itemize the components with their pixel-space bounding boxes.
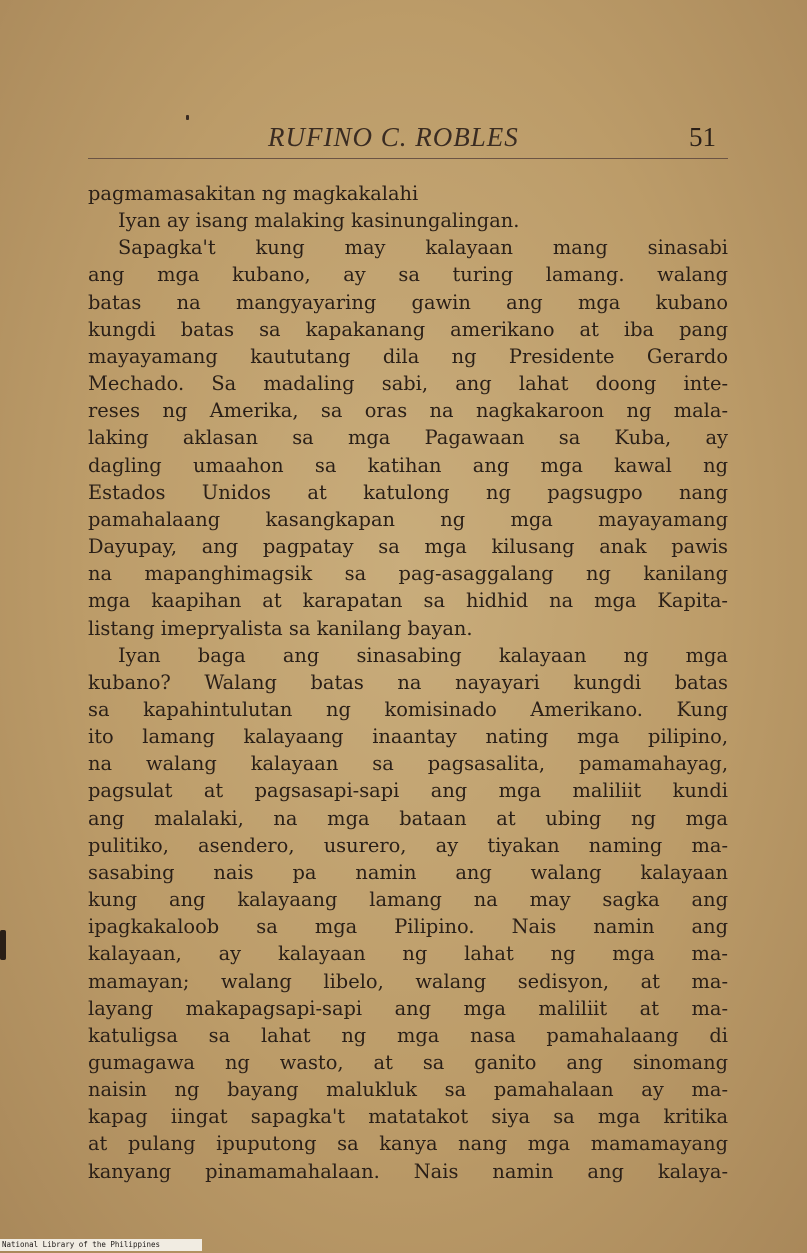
text-line: Dayupay, ang pagpatay sa mga kilusang anak pawis <box>88 535 728 559</box>
header-rule <box>88 158 728 159</box>
text-line: kung ang kalayaang lamang na may sagka ang <box>88 888 728 912</box>
text-line: ang malalaki, na mga bataan at ubing ng mga <box>88 806 728 830</box>
body-text <box>88 180 728 1185</box>
text-line: kungdi batas sa kapakanang amerikano at iba pang <box>88 317 728 341</box>
text-line: na walang kalayaan sa pagsasalita, pamamahayag, <box>88 752 728 776</box>
text-line: kubano? Walang batas na nayayari kungdi batas <box>88 670 728 694</box>
running-title: RUFINO C. ROBLES <box>268 122 519 152</box>
text-line: Sapagka't kung may kalayaan mang sinasabi <box>118 236 728 260</box>
text-line: naisin ng bayang malukluk sa pamahalaan ay ma- <box>88 1078 728 1102</box>
text-line: sasabing nais pa namin ang walang kalayaan <box>88 860 728 884</box>
text-line: layang makapagsapi-sapi ang mga maliliit at ma- <box>88 996 728 1020</box>
text-line: listang imepryalista sa kanilang bayan. <box>88 616 473 640</box>
text-line: Estados Unidos at katulong ng pagsugpo nang <box>88 480 728 504</box>
text-line: Iyan baga ang sinasabing kalayaan ng mga <box>118 643 728 667</box>
text-line: na mapanghimagsik sa pag-asaggalang ng kanilang <box>88 562 728 586</box>
text-line: kanyang pinamamahalaan. Nais namin ang kalaya- <box>88 1159 728 1183</box>
text-line: pulitiko, asendero, usurero, ay tiyakan naming ma- <box>88 833 728 857</box>
text-line: Mechado. Sa madaling sabi, ang lahat doong inte- <box>88 372 728 396</box>
text-line: gumagawa ng wasto, at sa ganito ang sinomang <box>88 1051 728 1074</box>
text-line: reses ng Amerika, sa oras na nagkakaroon ng mala- <box>88 399 728 423</box>
footer-credit: National Library of the Philippines <box>0 1239 202 1251</box>
text-line: batas na mangyayaring gawin ang mga kubano <box>88 290 728 314</box>
text-line: at pulang ipuputong sa kanya nang mga mamamayang <box>88 1132 728 1156</box>
text-line: dagling umaahon sa katihan ang mga kawal ng <box>88 453 728 477</box>
text-line: mayayamang kaututang dila ng Presidente Gerardo <box>88 344 728 368</box>
text-line: kalayaan, ay kalayaan ng lahat ng mga ma- <box>88 942 728 966</box>
text-line: kapag iingat sapagka't matatakot siya sa mga kritika <box>88 1105 728 1129</box>
text-line: ipagkakaloob sa mga Pilipino. Nais namin ang <box>88 915 728 939</box>
page-header <box>88 118 728 158</box>
text-line: pagsulat at pagsasapi-sapi ang mga maliliit kundi <box>88 779 728 803</box>
text-line: ang mga kubano, ay sa turing lamang. walang <box>88 263 728 287</box>
text-line: Iyan ay isang malaking kasinungalingan. <box>118 209 520 233</box>
binding-mark <box>0 930 6 960</box>
text-line: pagmamasakitan ng magkakalahi <box>88 182 419 205</box>
text-line: laking aklasan sa mga Pagawaan sa Kuba, ay <box>88 426 728 450</box>
text-line: mga kaapihan at karapatan sa hidhid na mga Kapita- <box>88 589 728 613</box>
text-line: pamahalaang kasangkapan ng mga mayayamang <box>88 507 728 531</box>
text-line: katuligsa sa lahat ng mga nasa pamahalaang di <box>88 1023 728 1047</box>
page-number: 51 <box>689 122 716 152</box>
text-line: ito lamang kalayaang inaantay nating mga pilipino, <box>88 725 728 749</box>
text-line: mamayan; walang libelo, walang sedisyon, at ma- <box>88 969 728 993</box>
text-line: sa kapahintulutan ng komisinado Amerikano. Kung <box>88 697 728 721</box>
